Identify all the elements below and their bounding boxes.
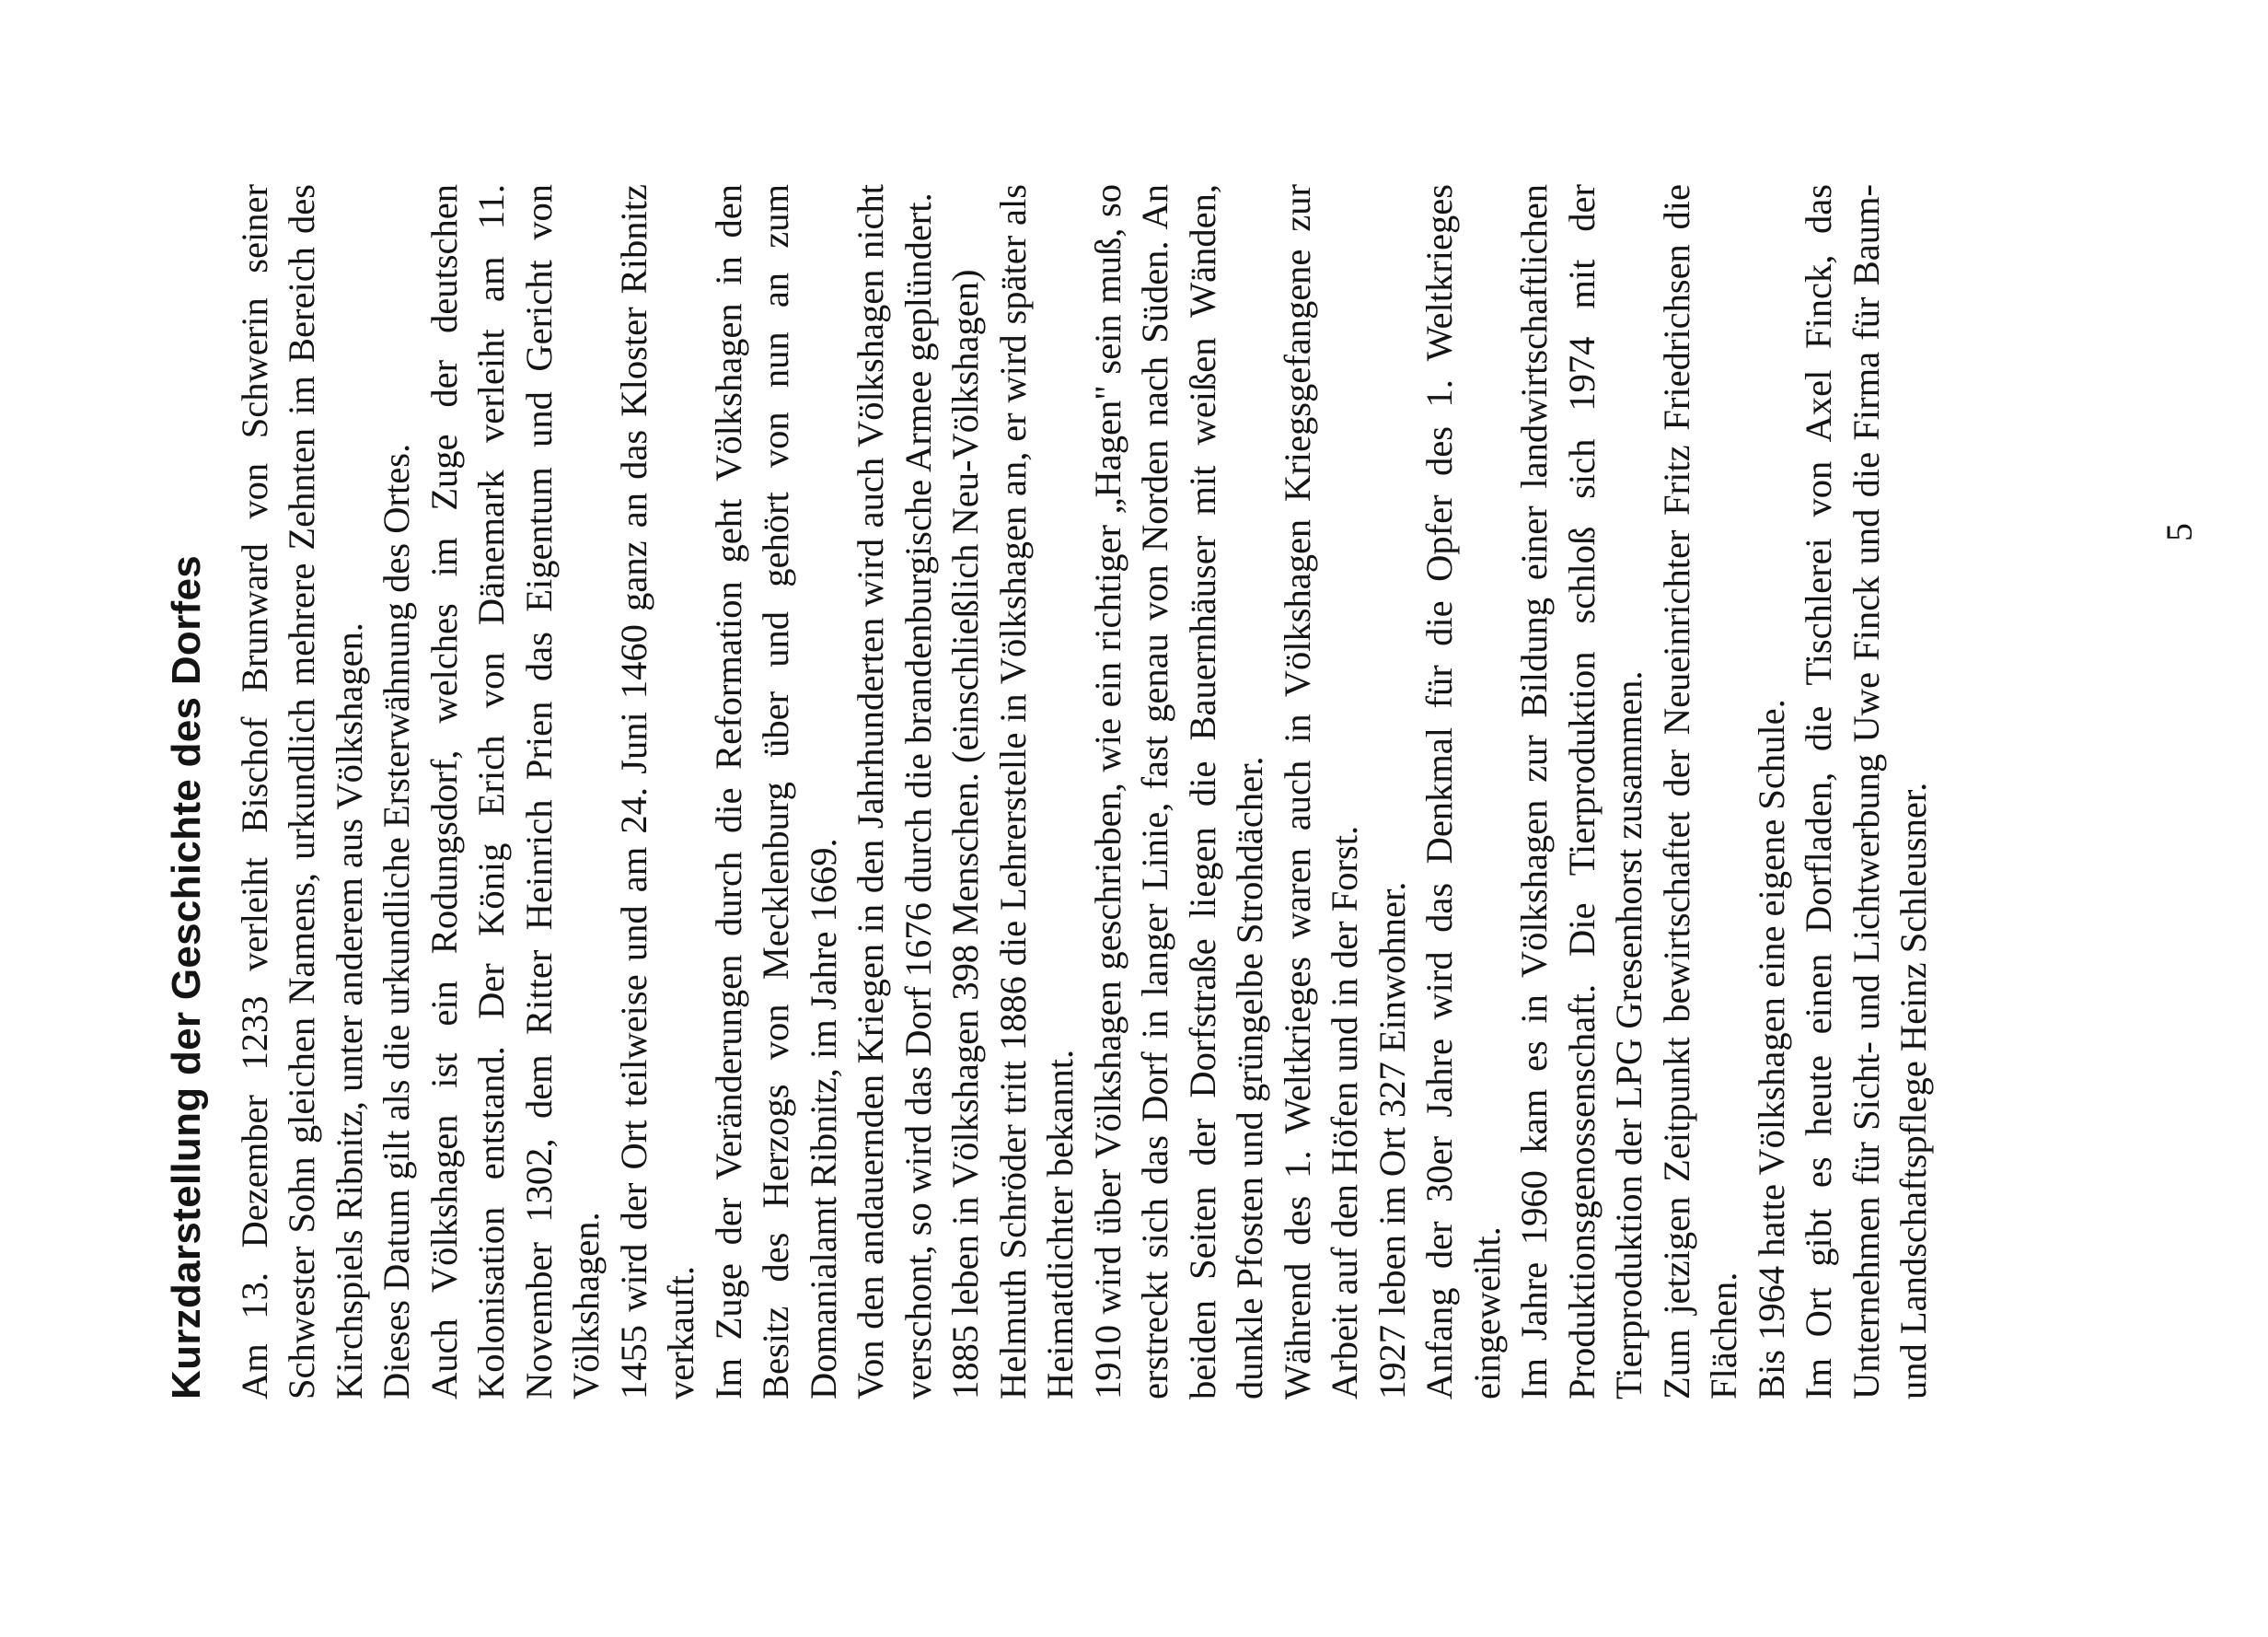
paragraph-1885: 1885 leben in Völkshagen 398 Menschen. (einschließlich Neu-Völkshagen) — [944, 269, 987, 1399]
paragraph-rodungsdorf: Auch Völkshagen ist ein Rodungsdorf, welches im Zuge der deutschen Kolonisation entstand. Der König Erich von Dänemark verleiht am 11. November 1302, dem Ritter Heinrich Prien das Eigentum und Gericht von Völkshagen. — [422, 184, 608, 1399]
paragraph-weltkrieg: Während des 1. Weltkrieges waren auch in Völkshagen Kriegsgefangene zur Arbeit auf den Höfen und in der Forst. — [1276, 184, 1366, 1399]
paragraph-kriege: Von den andauernden Kriegen in den Jahrhunderten wird auch Völkshagen nicht verschont, so wird das Dorf 1676 durch die brandenburgische Armee geplündert. — [850, 184, 939, 1399]
paragraph-datum: Dieses Datum gilt als die urkundliche Ersterwähnung des Ortes. — [376, 443, 418, 1399]
paragraph-reformation: Im Zuge der Veränderungen durch die Reformation geht Völkshagen in den Besitz des Herzogs von Mecklenburg über und gehört von nun an zum Domanialamt Ribnitz, im Jahre 1669. — [707, 184, 844, 1399]
paragraph-kloster-ribnitz: 1455 wird der Ort teilweise und am 24. Juni 1460 ganz an das Kloster Ribnitz verkauft. — [612, 184, 702, 1399]
paragraph-schule: Bis 1964 hatte Völkshagen eine eigene Schule. — [1750, 699, 1792, 1399]
paragraph-1927: 1927 leben im Ort 327 Einwohner. — [1371, 881, 1413, 1399]
page-number: 5 — [2158, 523, 2200, 541]
paragraph-1910: 1910 wird über Völkshagen geschrieben, wie ein richtiger „Hagen" sein muß, so erstreckt sich das Dorf in langer Linie, fast genau von Norden nach Süden. An beiden Seiten der Dorfstraße liegen die Bauernhäuser mit weißen Wänden, dunkle Pfosten und grüngelbe Strohdächer. — [1086, 184, 1271, 1399]
paragraph-lpg: Im Jahre 1960 kam es in Völkshagen zur Bildung einer landwirtschaftlichen Produktionsgenossenschaft. Die Tierproduktion schloß sich 1974 mit der Tierproduktion der LPG Gresenhorst zusammen. — [1513, 184, 1650, 1399]
document-title: Kurzdarstellung der Geschichte des Dorfes — [164, 555, 209, 1399]
paragraph-denkmal: Anfang der 30er Jahre wird das Denkmal für die Opfer des 1. Weltkrieges eingeweiht. — [1418, 184, 1508, 1399]
paragraph-ersterwaehnung-urkunde: Am 13. Dezember 1233 verleiht Bischof Brunward von Schwerin seiner Schwester Sohn gleichen Namens, urkundlich mehrere Zehnten im Bereich des Kirchspiels Ribnitz, unter anderem aus Völkshagen. — [233, 184, 370, 1399]
document-page — [0, 184, 2268, 1637]
paragraph-heute: Im Ort gibt es heute einen Dorfladen, die Tischlerei von Axel Finck, das Unternehmen für Sicht- und Lichtwerbung Uwe Finck und die Firma für Baum- und Landschaftspflege Heinz Schleusner. — [1798, 184, 1935, 1399]
paragraph-neueinrichter: Zum jetzigen Zeitpunkt bewirtschaftet der Neueinrichter Fritz Friedrichsen die Flächen. — [1655, 184, 1745, 1399]
document-content — [164, 184, 1938, 1399]
paragraph-schroeder: Helmuth Schröder tritt 1886 die Lehrerstelle in Völkshagen an, er wird später als Heimatdichter bekannt. — [991, 184, 1082, 1399]
